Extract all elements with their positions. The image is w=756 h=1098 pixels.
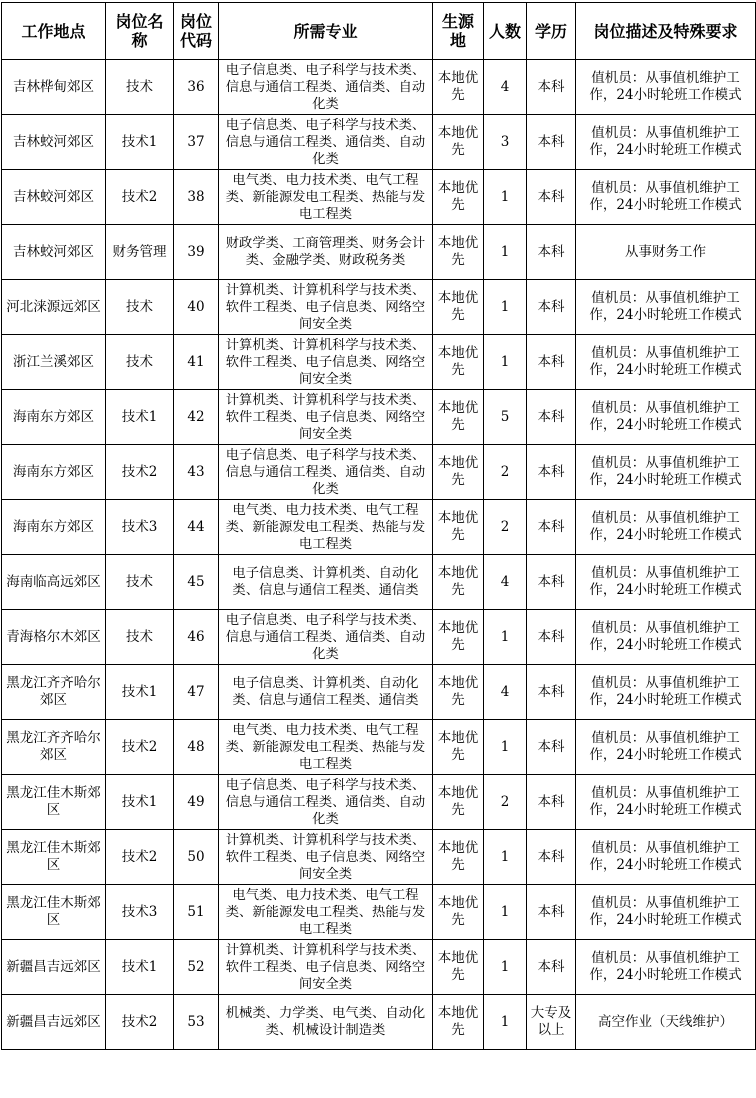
cell-description: 高空作业（天线维护） [576,995,756,1050]
cell-location: 吉林桦甸郊区 [2,60,106,115]
cell-position: 技术1 [106,665,174,720]
cell-count: 2 [484,500,527,555]
cell-major: 电气类、电力技术类、电气工程类、新能源发电工程类、热能与发电工程类 [219,885,433,940]
table-row [2,885,756,940]
cell-count: 2 [484,445,527,500]
cell-position: 技术2 [106,720,174,775]
cell-location: 青海格尔木郊区 [2,610,106,665]
table-row [2,115,756,170]
cell-description: 值机员：从事值机维护工作，24小时轮班工作模式 [576,775,756,830]
cell-description: 值机员：从事值机维护工作，24小时轮班工作模式 [576,940,756,995]
cell-location: 新疆昌吉远郊区 [2,995,106,1050]
cell-origin: 本地优先 [433,720,484,775]
cell-code: 45 [174,555,219,610]
cell-major: 计算机类、计算机科学与技术类、软件工程类、电子信息类、网络空间安全类 [219,280,433,335]
cell-code: 39 [174,225,219,280]
job-positions-table [1,2,756,1050]
cell-code: 49 [174,775,219,830]
cell-location: 河北涞源远郊区 [2,280,106,335]
cell-major: 电子信息类、电子科学与技术类、信息与通信工程类、通信类、自动化类 [219,775,433,830]
cell-description: 值机员：从事值机维护工作，24小时轮班工作模式 [576,60,756,115]
cell-count: 1 [484,610,527,665]
cell-major: 机械类、力学类、电气类、自动化类、机械设计制造类 [219,995,433,1050]
cell-count: 1 [484,995,527,1050]
table-row [2,170,756,225]
cell-count: 4 [484,665,527,720]
cell-position: 技术3 [106,500,174,555]
header-origin: 生源地 [433,3,484,60]
cell-description: 值机员：从事值机维护工作，24小时轮班工作模式 [576,170,756,225]
cell-location: 海南临高远郊区 [2,555,106,610]
cell-major: 电子信息类、电子科学与技术类、信息与通信工程类、通信类、自动化类 [219,60,433,115]
cell-major: 电子信息类、电子科学与技术类、信息与通信工程类、通信类、自动化类 [219,610,433,665]
cell-location: 吉林蛟河郊区 [2,225,106,280]
cell-major: 电气类、电力技术类、电气工程类、新能源发电工程类、热能与发电工程类 [219,170,433,225]
cell-education: 本科 [527,665,576,720]
cell-education: 本科 [527,500,576,555]
cell-major: 计算机类、计算机科学与技术类、软件工程类、电子信息类、网络空间安全类 [219,335,433,390]
table-row [2,555,756,610]
cell-origin: 本地优先 [433,280,484,335]
cell-origin: 本地优先 [433,775,484,830]
table-row [2,830,756,885]
table-row [2,445,756,500]
cell-count: 3 [484,115,527,170]
cell-education: 本科 [527,115,576,170]
cell-count: 1 [484,720,527,775]
cell-description: 值机员：从事值机维护工作，24小时轮班工作模式 [576,390,756,445]
cell-location: 黑龙江齐齐哈尔郊区 [2,720,106,775]
cell-education: 本科 [527,280,576,335]
cell-count: 1 [484,885,527,940]
cell-code: 41 [174,335,219,390]
cell-description: 从事财务工作 [576,225,756,280]
cell-code: 44 [174,500,219,555]
cell-count: 4 [484,555,527,610]
cell-education: 本科 [527,885,576,940]
cell-description: 值机员：从事值机维护工作，24小时轮班工作模式 [576,115,756,170]
cell-major: 电子信息类、计算机类、自动化类、信息与通信工程类、通信类 [219,665,433,720]
cell-position: 技术1 [106,775,174,830]
cell-count: 1 [484,940,527,995]
cell-code: 42 [174,390,219,445]
cell-origin: 本地优先 [433,60,484,115]
cell-code: 36 [174,60,219,115]
cell-position: 技术2 [106,995,174,1050]
table-row [2,665,756,720]
cell-education: 本科 [527,170,576,225]
cell-origin: 本地优先 [433,940,484,995]
table-row [2,225,756,280]
cell-description: 值机员：从事值机维护工作，24小时轮班工作模式 [576,280,756,335]
cell-location: 吉林蛟河郊区 [2,170,106,225]
cell-position: 技术 [106,555,174,610]
cell-code: 40 [174,280,219,335]
table-row [2,60,756,115]
cell-location: 黑龙江佳木斯郊区 [2,775,106,830]
header-description: 岗位描述及特殊要求 [576,3,756,60]
cell-code: 37 [174,115,219,170]
cell-location: 吉林蛟河郊区 [2,115,106,170]
cell-code: 53 [174,995,219,1050]
header-count: 人数 [484,3,527,60]
cell-code: 46 [174,610,219,665]
table-row [2,775,756,830]
cell-major: 电气类、电力技术类、电气工程类、新能源发电工程类、热能与发电工程类 [219,500,433,555]
cell-location: 浙江兰溪郊区 [2,335,106,390]
cell-education: 本科 [527,390,576,445]
header-code: 岗位代码 [174,3,219,60]
cell-origin: 本地优先 [433,225,484,280]
cell-count: 5 [484,390,527,445]
header-position: 岗位名称 [106,3,174,60]
cell-origin: 本地优先 [433,555,484,610]
cell-education: 本科 [527,335,576,390]
cell-description: 值机员：从事值机维护工作，24小时轮班工作模式 [576,555,756,610]
cell-origin: 本地优先 [433,995,484,1050]
table-row [2,280,756,335]
cell-major: 计算机类、计算机科学与技术类、软件工程类、电子信息类、网络空间安全类 [219,390,433,445]
cell-origin: 本地优先 [433,665,484,720]
cell-code: 47 [174,665,219,720]
cell-education: 本科 [527,555,576,610]
table-row [2,500,756,555]
cell-education: 本科 [527,60,576,115]
cell-count: 1 [484,170,527,225]
cell-position: 技术 [106,335,174,390]
table-row [2,610,756,665]
cell-education: 本科 [527,610,576,665]
cell-count: 1 [484,280,527,335]
header-education: 学历 [527,3,576,60]
cell-code: 51 [174,885,219,940]
table-row [2,390,756,445]
table-row [2,335,756,390]
cell-description: 值机员：从事值机维护工作，24小时轮班工作模式 [576,610,756,665]
cell-position: 技术3 [106,885,174,940]
cell-position: 技术 [106,60,174,115]
cell-position: 技术1 [106,390,174,445]
cell-origin: 本地优先 [433,830,484,885]
cell-major: 电气类、电力技术类、电气工程类、新能源发电工程类、热能与发电工程类 [219,720,433,775]
table-body [2,60,756,1050]
cell-location: 海南东方郊区 [2,390,106,445]
cell-location: 黑龙江佳木斯郊区 [2,885,106,940]
cell-position: 技术2 [106,170,174,225]
cell-count: 1 [484,335,527,390]
header-major: 所需专业 [219,3,433,60]
cell-origin: 本地优先 [433,390,484,445]
table-row [2,995,756,1050]
cell-position: 技术1 [106,115,174,170]
cell-position: 财务管理 [106,225,174,280]
cell-origin: 本地优先 [433,610,484,665]
cell-major: 计算机类、计算机科学与技术类、软件工程类、电子信息类、网络空间安全类 [219,830,433,885]
cell-description: 值机员：从事值机维护工作，24小时轮班工作模式 [576,335,756,390]
table-row [2,940,756,995]
cell-origin: 本地优先 [433,500,484,555]
cell-description: 值机员：从事值机维护工作，24小时轮班工作模式 [576,720,756,775]
cell-code: 43 [174,445,219,500]
cell-education: 大专及以上 [527,995,576,1050]
cell-description: 值机员：从事值机维护工作，24小时轮班工作模式 [576,500,756,555]
cell-origin: 本地优先 [433,335,484,390]
cell-education: 本科 [527,775,576,830]
cell-major: 计算机类、计算机科学与技术类、软件工程类、电子信息类、网络空间安全类 [219,940,433,995]
header-location: 工作地点 [2,3,106,60]
cell-major: 电子信息类、计算机类、自动化类、信息与通信工程类、通信类 [219,555,433,610]
cell-code: 38 [174,170,219,225]
cell-origin: 本地优先 [433,885,484,940]
cell-origin: 本地优先 [433,115,484,170]
table-row [2,720,756,775]
cell-major: 电子信息类、电子科学与技术类、信息与通信工程类、通信类、自动化类 [219,115,433,170]
cell-origin: 本地优先 [433,445,484,500]
cell-major: 电子信息类、电子科学与技术类、信息与通信工程类、通信类、自动化类 [219,445,433,500]
cell-position: 技术1 [106,940,174,995]
header-row [2,3,756,60]
cell-code: 50 [174,830,219,885]
cell-position: 技术 [106,280,174,335]
cell-code: 48 [174,720,219,775]
cell-description: 值机员：从事值机维护工作，24小时轮班工作模式 [576,885,756,940]
cell-position: 技术 [106,610,174,665]
cell-location: 新疆昌吉远郊区 [2,940,106,995]
cell-count: 1 [484,225,527,280]
cell-code: 52 [174,940,219,995]
cell-education: 本科 [527,445,576,500]
cell-location: 海南东方郊区 [2,445,106,500]
cell-count: 2 [484,775,527,830]
cell-description: 值机员：从事值机维护工作，24小时轮班工作模式 [576,445,756,500]
cell-education: 本科 [527,830,576,885]
cell-count: 1 [484,830,527,885]
cell-location: 黑龙江佳木斯郊区 [2,830,106,885]
cell-description: 值机员：从事值机维护工作，24小时轮班工作模式 [576,665,756,720]
cell-position: 技术2 [106,445,174,500]
cell-position: 技术2 [106,830,174,885]
cell-origin: 本地优先 [433,170,484,225]
cell-description: 值机员：从事值机维护工作，24小时轮班工作模式 [576,830,756,885]
cell-education: 本科 [527,225,576,280]
cell-education: 本科 [527,720,576,775]
cell-location: 黑龙江齐齐哈尔郊区 [2,665,106,720]
cell-major: 财政学类、工商管理类、财务会计类、金融学类、财政税务类 [219,225,433,280]
cell-education: 本科 [527,940,576,995]
cell-count: 4 [484,60,527,115]
cell-location: 海南东方郊区 [2,500,106,555]
